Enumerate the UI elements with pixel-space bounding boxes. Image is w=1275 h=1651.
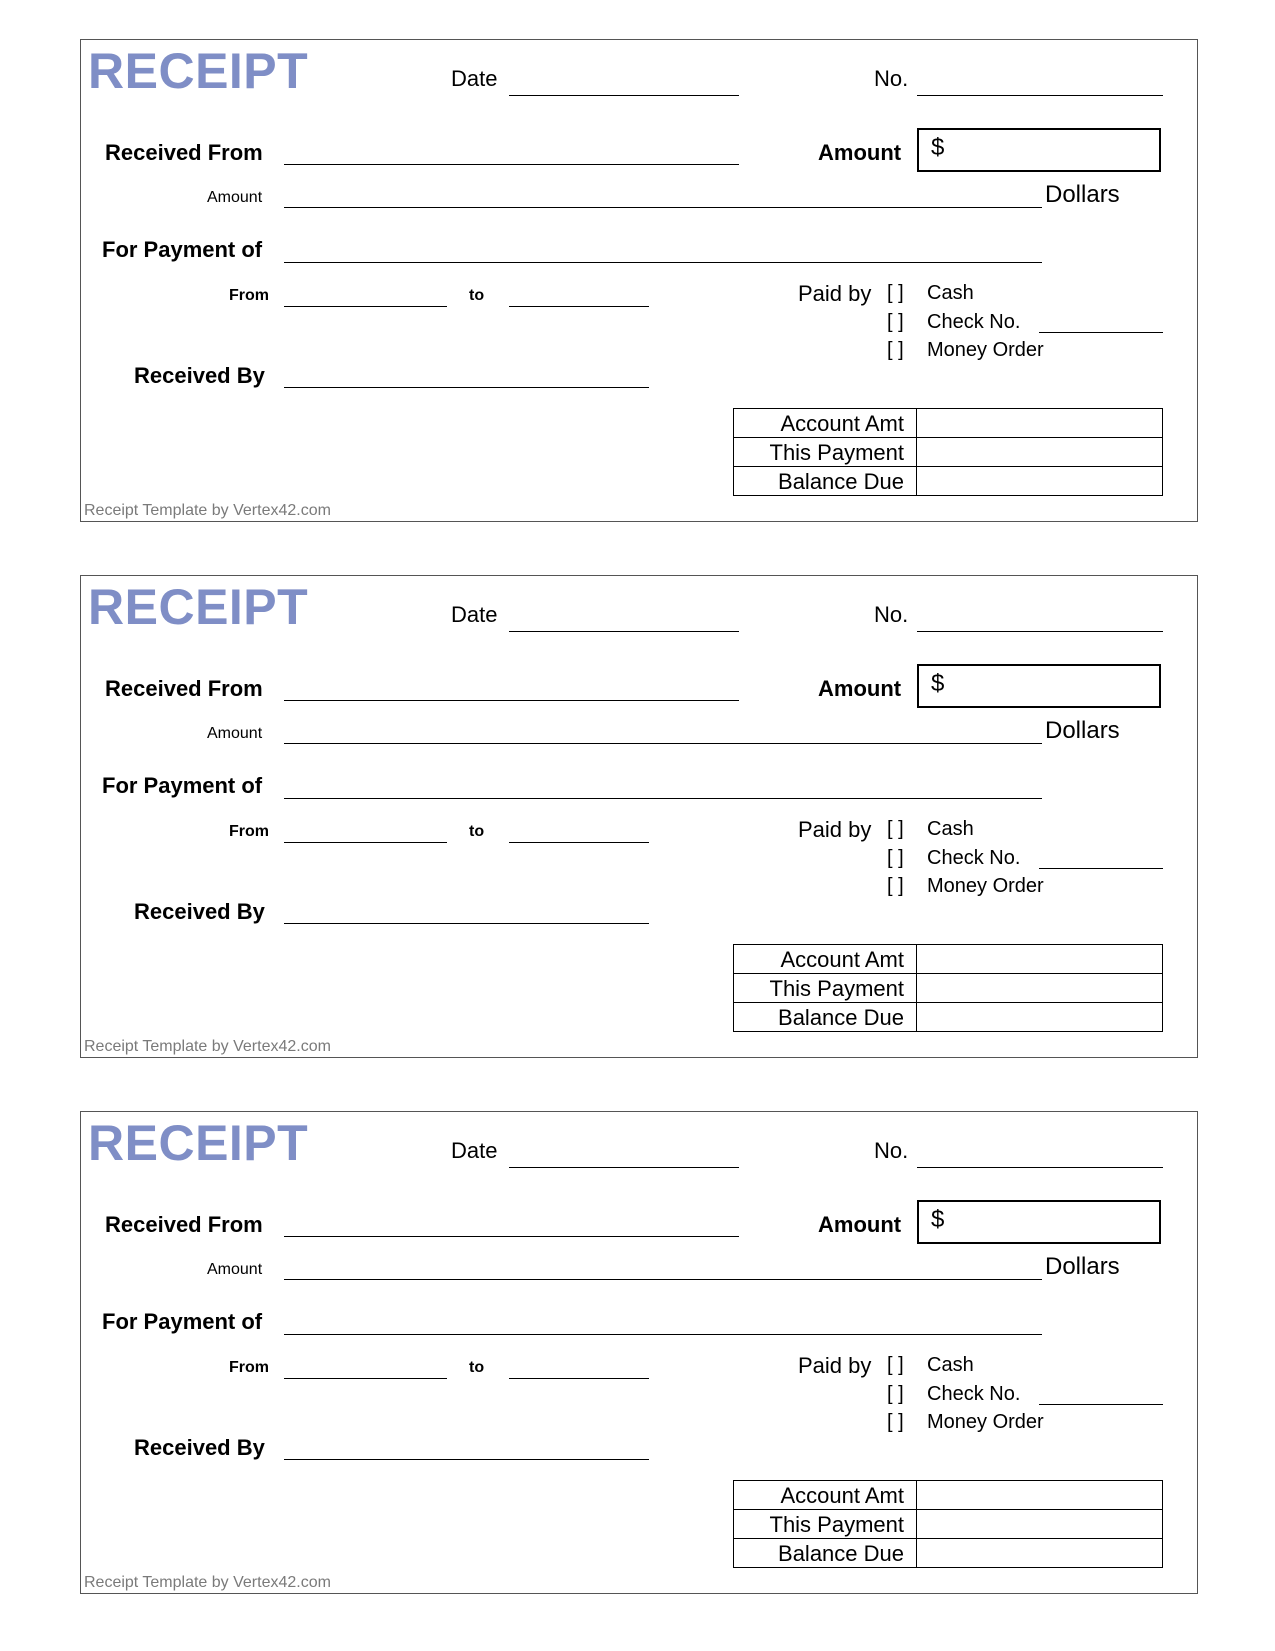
table-row	[734, 409, 1162, 438]
dollars-label: Dollars	[1045, 181, 1120, 208]
for-payment-label: For Payment of	[102, 1309, 263, 1334]
cash-checkbox[interactable]: [ ]	[887, 818, 904, 840]
to-label: to	[469, 287, 485, 304]
check-no-field[interactable]	[1039, 1404, 1163, 1405]
received-from-field[interactable]	[284, 1236, 739, 1237]
to-field[interactable]	[509, 1378, 649, 1379]
to-label: to	[469, 1359, 485, 1376]
account-amt-label: Account Amt	[734, 409, 917, 437]
from-field[interactable]	[284, 842, 447, 843]
currency-symbol: $	[931, 670, 945, 697]
date-label: Date	[451, 1138, 498, 1163]
money-order-label: Money Order	[927, 1411, 1044, 1433]
no-label: No.	[874, 66, 909, 91]
received-by-label: Received By	[134, 363, 265, 388]
date-field[interactable]	[509, 95, 739, 96]
received-from-label: Received From	[105, 140, 263, 165]
check-no-label: Check No.	[927, 847, 1021, 869]
receipt-title: RECEIPT	[88, 579, 309, 635]
this-payment-label: This Payment	[734, 974, 917, 1002]
amount-label: Amount	[818, 676, 902, 701]
from-label: From	[229, 823, 269, 840]
receipt-number-field[interactable]	[917, 1167, 1163, 1168]
received-from-label: Received From	[105, 1212, 263, 1237]
from-label: From	[229, 287, 269, 304]
amount-words-label: Amount	[207, 189, 263, 206]
received-by-label: Received By	[134, 1435, 265, 1460]
check-no-label: Check No.	[927, 311, 1021, 333]
this-payment-label: This Payment	[734, 1510, 917, 1538]
paid-by-label: Paid by	[798, 281, 872, 306]
balance-due-label: Balance Due	[734, 1003, 917, 1032]
account-amt-label: Account Amt	[734, 945, 917, 973]
cash-checkbox[interactable]: [ ]	[887, 282, 904, 304]
paid-by-label: Paid by	[798, 1353, 872, 1378]
amount-words-field[interactable]	[284, 743, 1042, 744]
money-order-label: Money Order	[927, 875, 1044, 897]
balance-due-label: Balance Due	[734, 1539, 917, 1568]
balance-table	[733, 944, 1163, 1032]
money-order-checkbox[interactable]: [ ]	[887, 1411, 904, 1433]
currency-symbol: $	[931, 1206, 945, 1233]
table-row	[734, 1510, 1162, 1539]
amount-box[interactable]	[917, 1200, 1161, 1244]
date-label: Date	[451, 66, 498, 91]
amount-words-field[interactable]	[284, 1279, 1042, 1280]
receipt-title: RECEIPT	[88, 43, 309, 99]
balance-table	[733, 408, 1163, 496]
receipt-3	[80, 1111, 1198, 1594]
template-credit: Receipt Template by Vertex42.com	[84, 1574, 331, 1591]
for-payment-field[interactable]	[284, 1334, 1042, 1335]
received-from-label: Received From	[105, 676, 263, 701]
receipt-number-field[interactable]	[917, 95, 1163, 96]
for-payment-field[interactable]	[284, 262, 1042, 263]
dollars-label: Dollars	[1045, 717, 1120, 744]
from-field[interactable]	[284, 1378, 447, 1379]
table-row	[734, 945, 1162, 974]
check-checkbox[interactable]: [ ]	[887, 847, 904, 869]
amount-label: Amount	[818, 1212, 902, 1237]
amount-box[interactable]	[917, 664, 1161, 708]
for-payment-label: For Payment of	[102, 237, 263, 262]
for-payment-field[interactable]	[284, 798, 1042, 799]
currency-symbol: $	[931, 134, 945, 161]
balance-table	[733, 1480, 1163, 1568]
table-row	[734, 467, 1162, 496]
balance-due-label: Balance Due	[734, 467, 917, 496]
cash-label: Cash	[927, 818, 974, 840]
date-label: Date	[451, 602, 498, 627]
to-label: to	[469, 823, 485, 840]
check-no-label: Check No.	[927, 1383, 1021, 1405]
received-by-field[interactable]	[284, 1459, 649, 1460]
no-label: No.	[874, 602, 909, 627]
received-by-label: Received By	[134, 899, 265, 924]
received-by-field[interactable]	[284, 923, 649, 924]
paid-by-label: Paid by	[798, 817, 872, 842]
from-label: From	[229, 1359, 269, 1376]
date-field[interactable]	[509, 631, 739, 632]
check-checkbox[interactable]: [ ]	[887, 311, 904, 333]
receipt-title: RECEIPT	[88, 1115, 309, 1171]
check-no-field[interactable]	[1039, 868, 1163, 869]
money-order-checkbox[interactable]: [ ]	[887, 339, 904, 361]
table-row	[734, 438, 1162, 467]
cash-label: Cash	[927, 1354, 974, 1376]
table-row	[734, 1003, 1162, 1032]
receipt-number-field[interactable]	[917, 631, 1163, 632]
check-checkbox[interactable]: [ ]	[887, 1383, 904, 1405]
amount-words-label: Amount	[207, 725, 263, 742]
date-field[interactable]	[509, 1167, 739, 1168]
to-field[interactable]	[509, 842, 649, 843]
amount-words-label: Amount	[207, 1261, 263, 1278]
no-label: No.	[874, 1138, 909, 1163]
from-field[interactable]	[284, 306, 447, 307]
receipt-2	[80, 575, 1198, 1058]
amount-label: Amount	[818, 140, 902, 165]
template-credit: Receipt Template by Vertex42.com	[84, 1038, 331, 1055]
money-order-checkbox[interactable]: [ ]	[887, 875, 904, 897]
amount-words-field[interactable]	[284, 207, 1042, 208]
dollars-label: Dollars	[1045, 1253, 1120, 1280]
this-payment-label: This Payment	[734, 438, 917, 466]
receipt-1	[80, 39, 1198, 522]
received-from-field[interactable]	[284, 164, 739, 165]
to-field[interactable]	[509, 306, 649, 307]
check-no-field[interactable]	[1039, 332, 1163, 333]
table-row	[734, 1539, 1162, 1568]
cash-label: Cash	[927, 282, 974, 304]
table-row	[734, 974, 1162, 1003]
cash-checkbox[interactable]: [ ]	[887, 1354, 904, 1376]
amount-box[interactable]	[917, 128, 1161, 172]
template-credit: Receipt Template by Vertex42.com	[84, 502, 331, 519]
received-by-field[interactable]	[284, 387, 649, 388]
account-amt-label: Account Amt	[734, 1481, 917, 1509]
for-payment-label: For Payment of	[102, 773, 263, 798]
received-from-field[interactable]	[284, 700, 739, 701]
money-order-label: Money Order	[927, 339, 1044, 361]
table-row	[734, 1481, 1162, 1510]
